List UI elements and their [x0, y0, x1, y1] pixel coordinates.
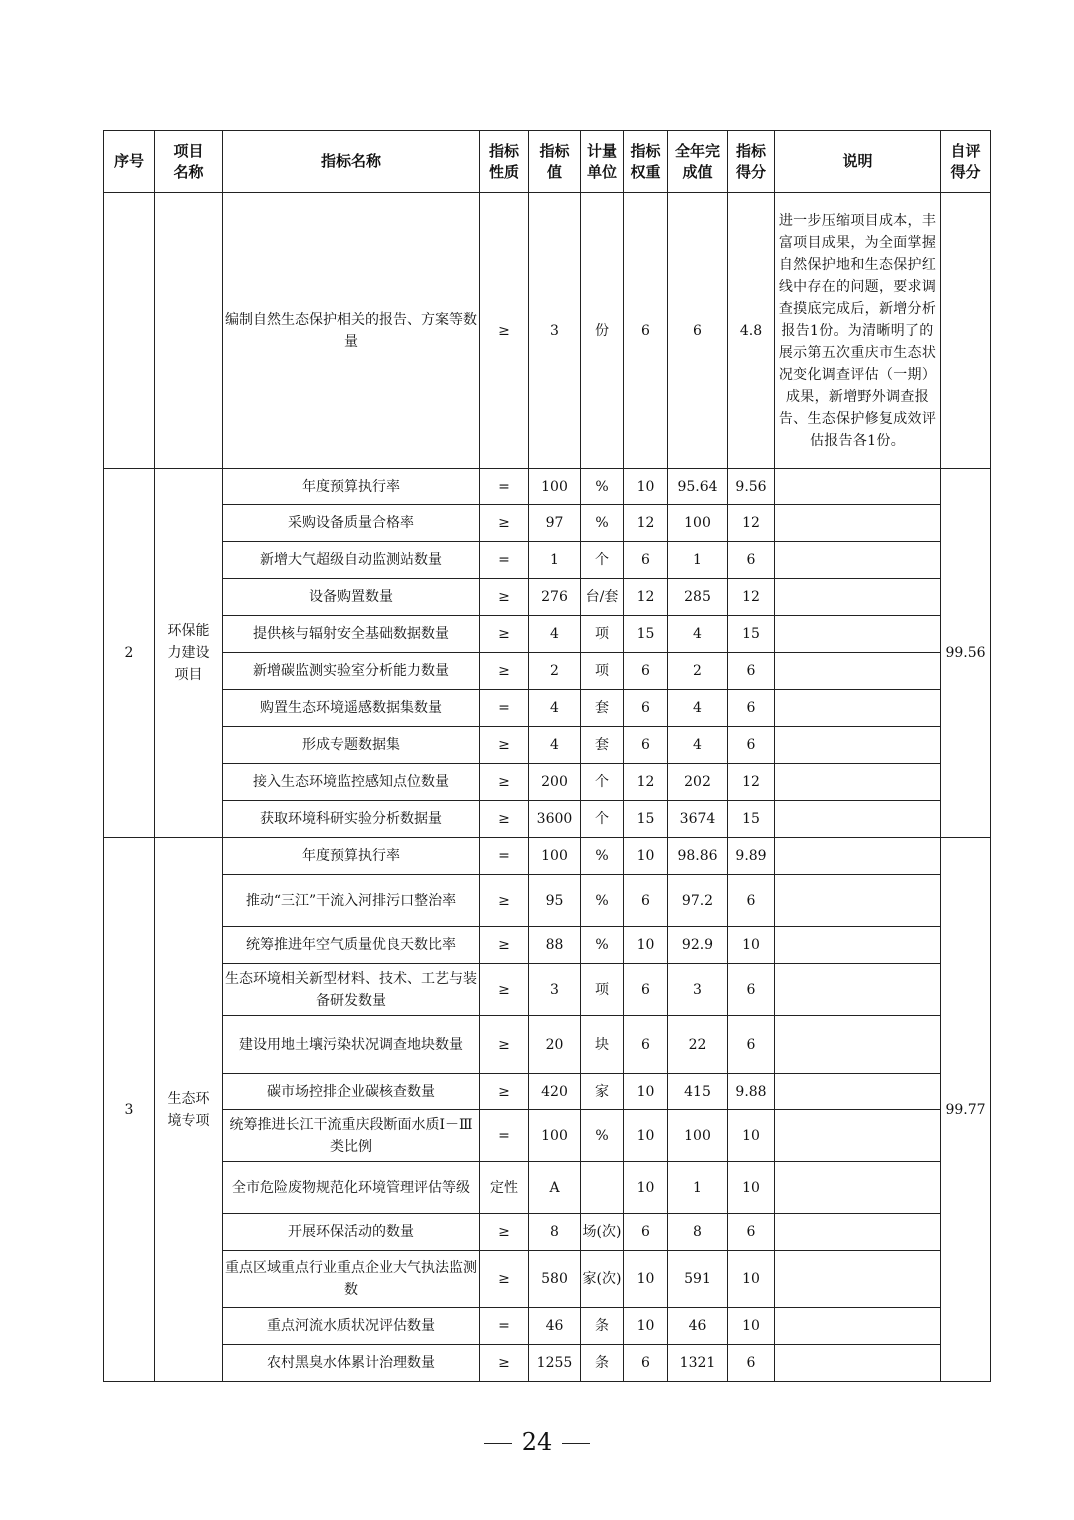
report-row-body [104, 193, 991, 469]
nature-cell: ≥ [480, 193, 529, 469]
indicator-cell: 年度预算执行率 [223, 469, 480, 505]
table-row [104, 764, 991, 801]
weight-cell: 12 [624, 579, 668, 616]
table-row [104, 1162, 991, 1214]
note-cell [775, 542, 941, 579]
table-row [104, 875, 991, 927]
indicator-cell: 统筹推进年空气质量优良天数比率 [223, 927, 480, 964]
unit-cell: 场(次) [581, 1214, 624, 1251]
indicator-cell: 提供核与辐射安全基础数据数量 [223, 616, 480, 653]
nature-cell: = [480, 1110, 529, 1162]
score-cell: 6 [728, 727, 775, 764]
actual-cell: 4 [668, 727, 728, 764]
actual-cell: 591 [668, 1251, 728, 1308]
indicator-cell: 获取环境科研实验分析数据量 [223, 801, 480, 838]
score-cell: 10 [728, 1308, 775, 1345]
unit-cell: 项 [581, 653, 624, 690]
score-cell: 9.56 [728, 469, 775, 505]
weight-cell: 10 [624, 1308, 668, 1345]
table-row [104, 727, 991, 764]
unit-cell: 家(次) [581, 1251, 624, 1308]
note-cell [775, 927, 941, 964]
actual-cell: 3674 [668, 801, 728, 838]
target-cell: 580 [529, 1251, 581, 1308]
actual-cell: 1 [668, 1162, 728, 1214]
actual-cell: 100 [668, 505, 728, 542]
score-cell: 15 [728, 801, 775, 838]
self-score-cell [941, 193, 991, 469]
target-cell: 2 [529, 653, 581, 690]
score-cell: 12 [728, 579, 775, 616]
table-row [104, 690, 991, 727]
table-row [104, 1345, 991, 1382]
actual-cell: 92.9 [668, 927, 728, 964]
target-cell: 8 [529, 1214, 581, 1251]
seq-cell [104, 193, 155, 469]
actual-cell: 4 [668, 690, 728, 727]
project-cell [155, 838, 223, 1382]
unit-cell: % [581, 469, 624, 505]
actual-cell: 4 [668, 616, 728, 653]
weight-cell: 15 [624, 616, 668, 653]
actual-cell: 2 [668, 653, 728, 690]
header-score: 指标 得分 [728, 131, 775, 193]
actual-cell: 6 [668, 193, 728, 469]
target-cell: 3600 [529, 801, 581, 838]
indicator-cell: 接入生态环境监控感知点位数量 [223, 764, 480, 801]
header-seq: 序号 [104, 131, 155, 193]
nature-cell: ≥ [480, 1345, 529, 1382]
unit-cell: 个 [581, 542, 624, 579]
actual-cell: 1 [668, 542, 728, 579]
score-cell: 10 [728, 927, 775, 964]
actual-cell: 97.2 [668, 875, 728, 927]
header-target: 指标 值 [529, 131, 581, 193]
unit-cell: 份 [581, 193, 624, 469]
score-cell: 6 [728, 1214, 775, 1251]
indicator-cell: 农村黑臭水体累计治理数量 [223, 1345, 480, 1382]
weight-cell: 6 [624, 875, 668, 927]
table-row [104, 1251, 991, 1308]
target-cell: 20 [529, 1016, 581, 1074]
note-cell [775, 1251, 941, 1308]
header-weight: 指标 权重 [624, 131, 668, 193]
table-row [104, 838, 991, 875]
group2-body [104, 469, 991, 838]
target-cell: 276 [529, 579, 581, 616]
table-row [104, 964, 991, 1016]
target-cell: 420 [529, 1074, 581, 1110]
actual-cell: 95.64 [668, 469, 728, 505]
unit-cell: % [581, 838, 624, 875]
unit-cell: % [581, 1110, 624, 1162]
score-cell: 6 [728, 690, 775, 727]
score-cell: 6 [728, 1345, 775, 1382]
unit-cell: % [581, 505, 624, 542]
target-cell: 3 [529, 964, 581, 1016]
header-self-score: 自评 得分 [941, 131, 991, 193]
indicator-cell: 设备购置数量 [223, 579, 480, 616]
target-cell: 200 [529, 764, 581, 801]
unit-cell: 条 [581, 1345, 624, 1382]
note-cell [775, 616, 941, 653]
score-cell: 6 [728, 542, 775, 579]
project-name: 生态环 境专项 [167, 1090, 210, 1129]
dash-left [484, 1443, 512, 1444]
weight-cell: 10 [624, 469, 668, 505]
indicator-cell: 重点河流水质状况评估数量 [223, 1308, 480, 1345]
unit-cell: 块 [581, 1016, 624, 1074]
score-cell: 12 [728, 505, 775, 542]
score-cell: 9.89 [728, 838, 775, 875]
unit-cell: 项 [581, 964, 624, 1016]
nature-cell: ≥ [480, 927, 529, 964]
actual-cell: 22 [668, 1016, 728, 1074]
indicator-cell: 建设用地土壤污染状况调查地块数量 [223, 1016, 480, 1074]
score-cell: 10 [728, 1251, 775, 1308]
target-cell: A [529, 1162, 581, 1214]
indicator-cell: 年度预算执行率 [223, 838, 480, 875]
table-row [104, 1074, 991, 1110]
nature-cell: ≥ [480, 505, 529, 542]
indicator-cell: 新增碳监测实验室分析能力数量 [223, 653, 480, 690]
weight-cell: 10 [624, 1110, 668, 1162]
indicator-cell: 购置生态环境遥感数据集数量 [223, 690, 480, 727]
indicator-cell: 开展环保活动的数量 [223, 1214, 480, 1251]
indicator-cell: 形成专题数据集 [223, 727, 480, 764]
actual-cell: 46 [668, 1308, 728, 1345]
note-cell [775, 1074, 941, 1110]
target-cell: 97 [529, 505, 581, 542]
nature-cell: ≥ [480, 1016, 529, 1074]
target-cell: 100 [529, 469, 581, 505]
table-row [104, 505, 991, 542]
nature-cell: ≥ [480, 1251, 529, 1308]
note-cell [775, 690, 941, 727]
score-cell: 6 [728, 964, 775, 1016]
note-cell [775, 1214, 941, 1251]
note-cell [775, 469, 941, 505]
target-cell: 95 [529, 875, 581, 927]
table-row [104, 927, 991, 964]
indicator-cell: 生态环境相关新型材料、技术、工艺与装备研发数量 [223, 964, 480, 1016]
target-cell: 46 [529, 1308, 581, 1345]
weight-cell: 6 [624, 542, 668, 579]
target-cell: 4 [529, 690, 581, 727]
table-row [104, 1016, 991, 1074]
note-cell [775, 1162, 941, 1214]
note-cell [775, 838, 941, 875]
self-score-cell: 99.56 [941, 469, 991, 838]
note-cell [775, 727, 941, 764]
score-cell: 6 [728, 875, 775, 927]
table-row [104, 579, 991, 616]
group3-body [104, 838, 991, 1382]
nature-cell: = [480, 542, 529, 579]
self-score-cell: 99.77 [941, 838, 991, 1382]
unit-cell: % [581, 875, 624, 927]
table-row [104, 801, 991, 838]
indicator-cell: 推动“三江”干流入河排污口整治率 [223, 875, 480, 927]
table-row [104, 469, 991, 505]
target-cell: 1 [529, 542, 581, 579]
header-indicator: 指标名称 [223, 131, 480, 193]
indicator-cell: 新增大气超级自动监测站数量 [223, 542, 480, 579]
score-cell: 10 [728, 1162, 775, 1214]
actual-cell: 285 [668, 579, 728, 616]
actual-cell: 202 [668, 764, 728, 801]
score-cell: 9.88 [728, 1074, 775, 1110]
weight-cell: 6 [624, 690, 668, 727]
note-cell [775, 505, 941, 542]
indicator-cell: 编制自然生态保护相关的报告、方案等数量 [223, 193, 480, 469]
note-cell [775, 1110, 941, 1162]
nature-cell: ≥ [480, 764, 529, 801]
table-row [104, 193, 991, 469]
nature-cell: = [480, 1308, 529, 1345]
nature-cell: ≥ [480, 1074, 529, 1110]
unit-cell [581, 1162, 624, 1214]
note-cell [775, 964, 941, 1016]
seq-cell: 2 [104, 469, 155, 838]
score-cell: 15 [728, 616, 775, 653]
weight-cell: 6 [624, 964, 668, 1016]
indicator-cell: 统筹推进长江干流重庆段断面水质Ⅰ－Ⅲ类比例 [223, 1110, 480, 1162]
dash-right [562, 1443, 590, 1444]
table-row [104, 616, 991, 653]
score-cell: 4.8 [728, 193, 775, 469]
weight-cell: 6 [624, 727, 668, 764]
unit-cell: 个 [581, 764, 624, 801]
nature-cell: ≥ [480, 616, 529, 653]
unit-cell: 个 [581, 801, 624, 838]
header-nature: 指标 性质 [480, 131, 529, 193]
actual-cell: 8 [668, 1214, 728, 1251]
note-cell [775, 875, 941, 927]
target-cell: 100 [529, 1110, 581, 1162]
page-number: 24 [0, 1428, 1074, 1456]
target-cell: 4 [529, 727, 581, 764]
actual-cell: 1321 [668, 1345, 728, 1382]
table-row [104, 542, 991, 579]
weight-cell: 10 [624, 1251, 668, 1308]
table-header [104, 131, 991, 193]
note-cell [775, 579, 941, 616]
weight-cell: 10 [624, 1162, 668, 1214]
note-cell [775, 801, 941, 838]
indicator-cell: 全市危险废物规范化环境管理评估等级 [223, 1162, 480, 1214]
indicator-cell: 重点区域重点行业重点企业大气执法监测数 [223, 1251, 480, 1308]
weight-cell: 10 [624, 927, 668, 964]
actual-cell: 3 [668, 964, 728, 1016]
weight-cell: 6 [624, 193, 668, 469]
score-cell: 6 [728, 653, 775, 690]
weight-cell: 12 [624, 505, 668, 542]
unit-cell: 套 [581, 727, 624, 764]
header-note: 说明 [775, 131, 941, 193]
target-cell: 88 [529, 927, 581, 964]
nature-cell: ≥ [480, 964, 529, 1016]
actual-cell: 415 [668, 1074, 728, 1110]
unit-cell: 台/套 [581, 579, 624, 616]
performance-table [103, 130, 991, 1382]
table-row [104, 1308, 991, 1345]
seq-cell: 3 [104, 838, 155, 1382]
note-cell: 进一步压缩项目成本，丰富项目成果，为全面掌握自然保护地和生态保护红线中存在的问题，要求调查摸底完成后，新增分析报告1份。为清晰明了的展示第五次重庆市生态状况变化调查评估（一期）成果，新增野外调查报告、生态保护修复成效评估报告各1份。 [775, 193, 941, 469]
weight-cell: 10 [624, 838, 668, 875]
target-cell: 100 [529, 838, 581, 875]
project-cell [155, 469, 223, 838]
score-cell: 10 [728, 1110, 775, 1162]
unit-cell: % [581, 927, 624, 964]
table-row [104, 653, 991, 690]
nature-cell: ≥ [480, 875, 529, 927]
weight-cell: 6 [624, 1214, 668, 1251]
note-cell [775, 1308, 941, 1345]
note-cell [775, 1016, 941, 1074]
project-cell [155, 193, 223, 469]
table-row [104, 1110, 991, 1162]
unit-cell: 项 [581, 616, 624, 653]
nature-cell: = [480, 690, 529, 727]
nature-cell: ≥ [480, 1214, 529, 1251]
weight-cell: 6 [624, 1345, 668, 1382]
weight-cell: 12 [624, 764, 668, 801]
nature-cell: ≥ [480, 727, 529, 764]
note-cell [775, 764, 941, 801]
header-project: 项目 名称 [155, 131, 223, 193]
actual-cell: 98.86 [668, 838, 728, 875]
header-unit: 计量 单位 [581, 131, 624, 193]
target-cell: 4 [529, 616, 581, 653]
nature-cell: = [480, 469, 529, 505]
weight-cell: 6 [624, 1016, 668, 1074]
nature-cell: 定性 [480, 1162, 529, 1214]
weight-cell: 6 [624, 653, 668, 690]
target-cell: 3 [529, 193, 581, 469]
nature-cell: ≥ [480, 579, 529, 616]
unit-cell: 套 [581, 690, 624, 727]
header-actual: 全年完 成值 [668, 131, 728, 193]
weight-cell: 10 [624, 1074, 668, 1110]
target-cell: 1255 [529, 1345, 581, 1382]
note-cell [775, 1345, 941, 1382]
nature-cell: ≥ [480, 653, 529, 690]
note-cell [775, 653, 941, 690]
weight-cell: 15 [624, 801, 668, 838]
nature-cell: ≥ [480, 801, 529, 838]
score-cell: 12 [728, 764, 775, 801]
table-row [104, 1214, 991, 1251]
unit-cell: 条 [581, 1308, 624, 1345]
score-cell: 6 [728, 1016, 775, 1074]
actual-cell: 100 [668, 1110, 728, 1162]
nature-cell: = [480, 838, 529, 875]
project-name: 环保能 力建设 项目 [167, 623, 210, 683]
unit-cell: 家 [581, 1074, 624, 1110]
indicator-cell: 采购设备质量合格率 [223, 505, 480, 542]
indicator-cell: 碳市场控排企业碳核查数量 [223, 1074, 480, 1110]
